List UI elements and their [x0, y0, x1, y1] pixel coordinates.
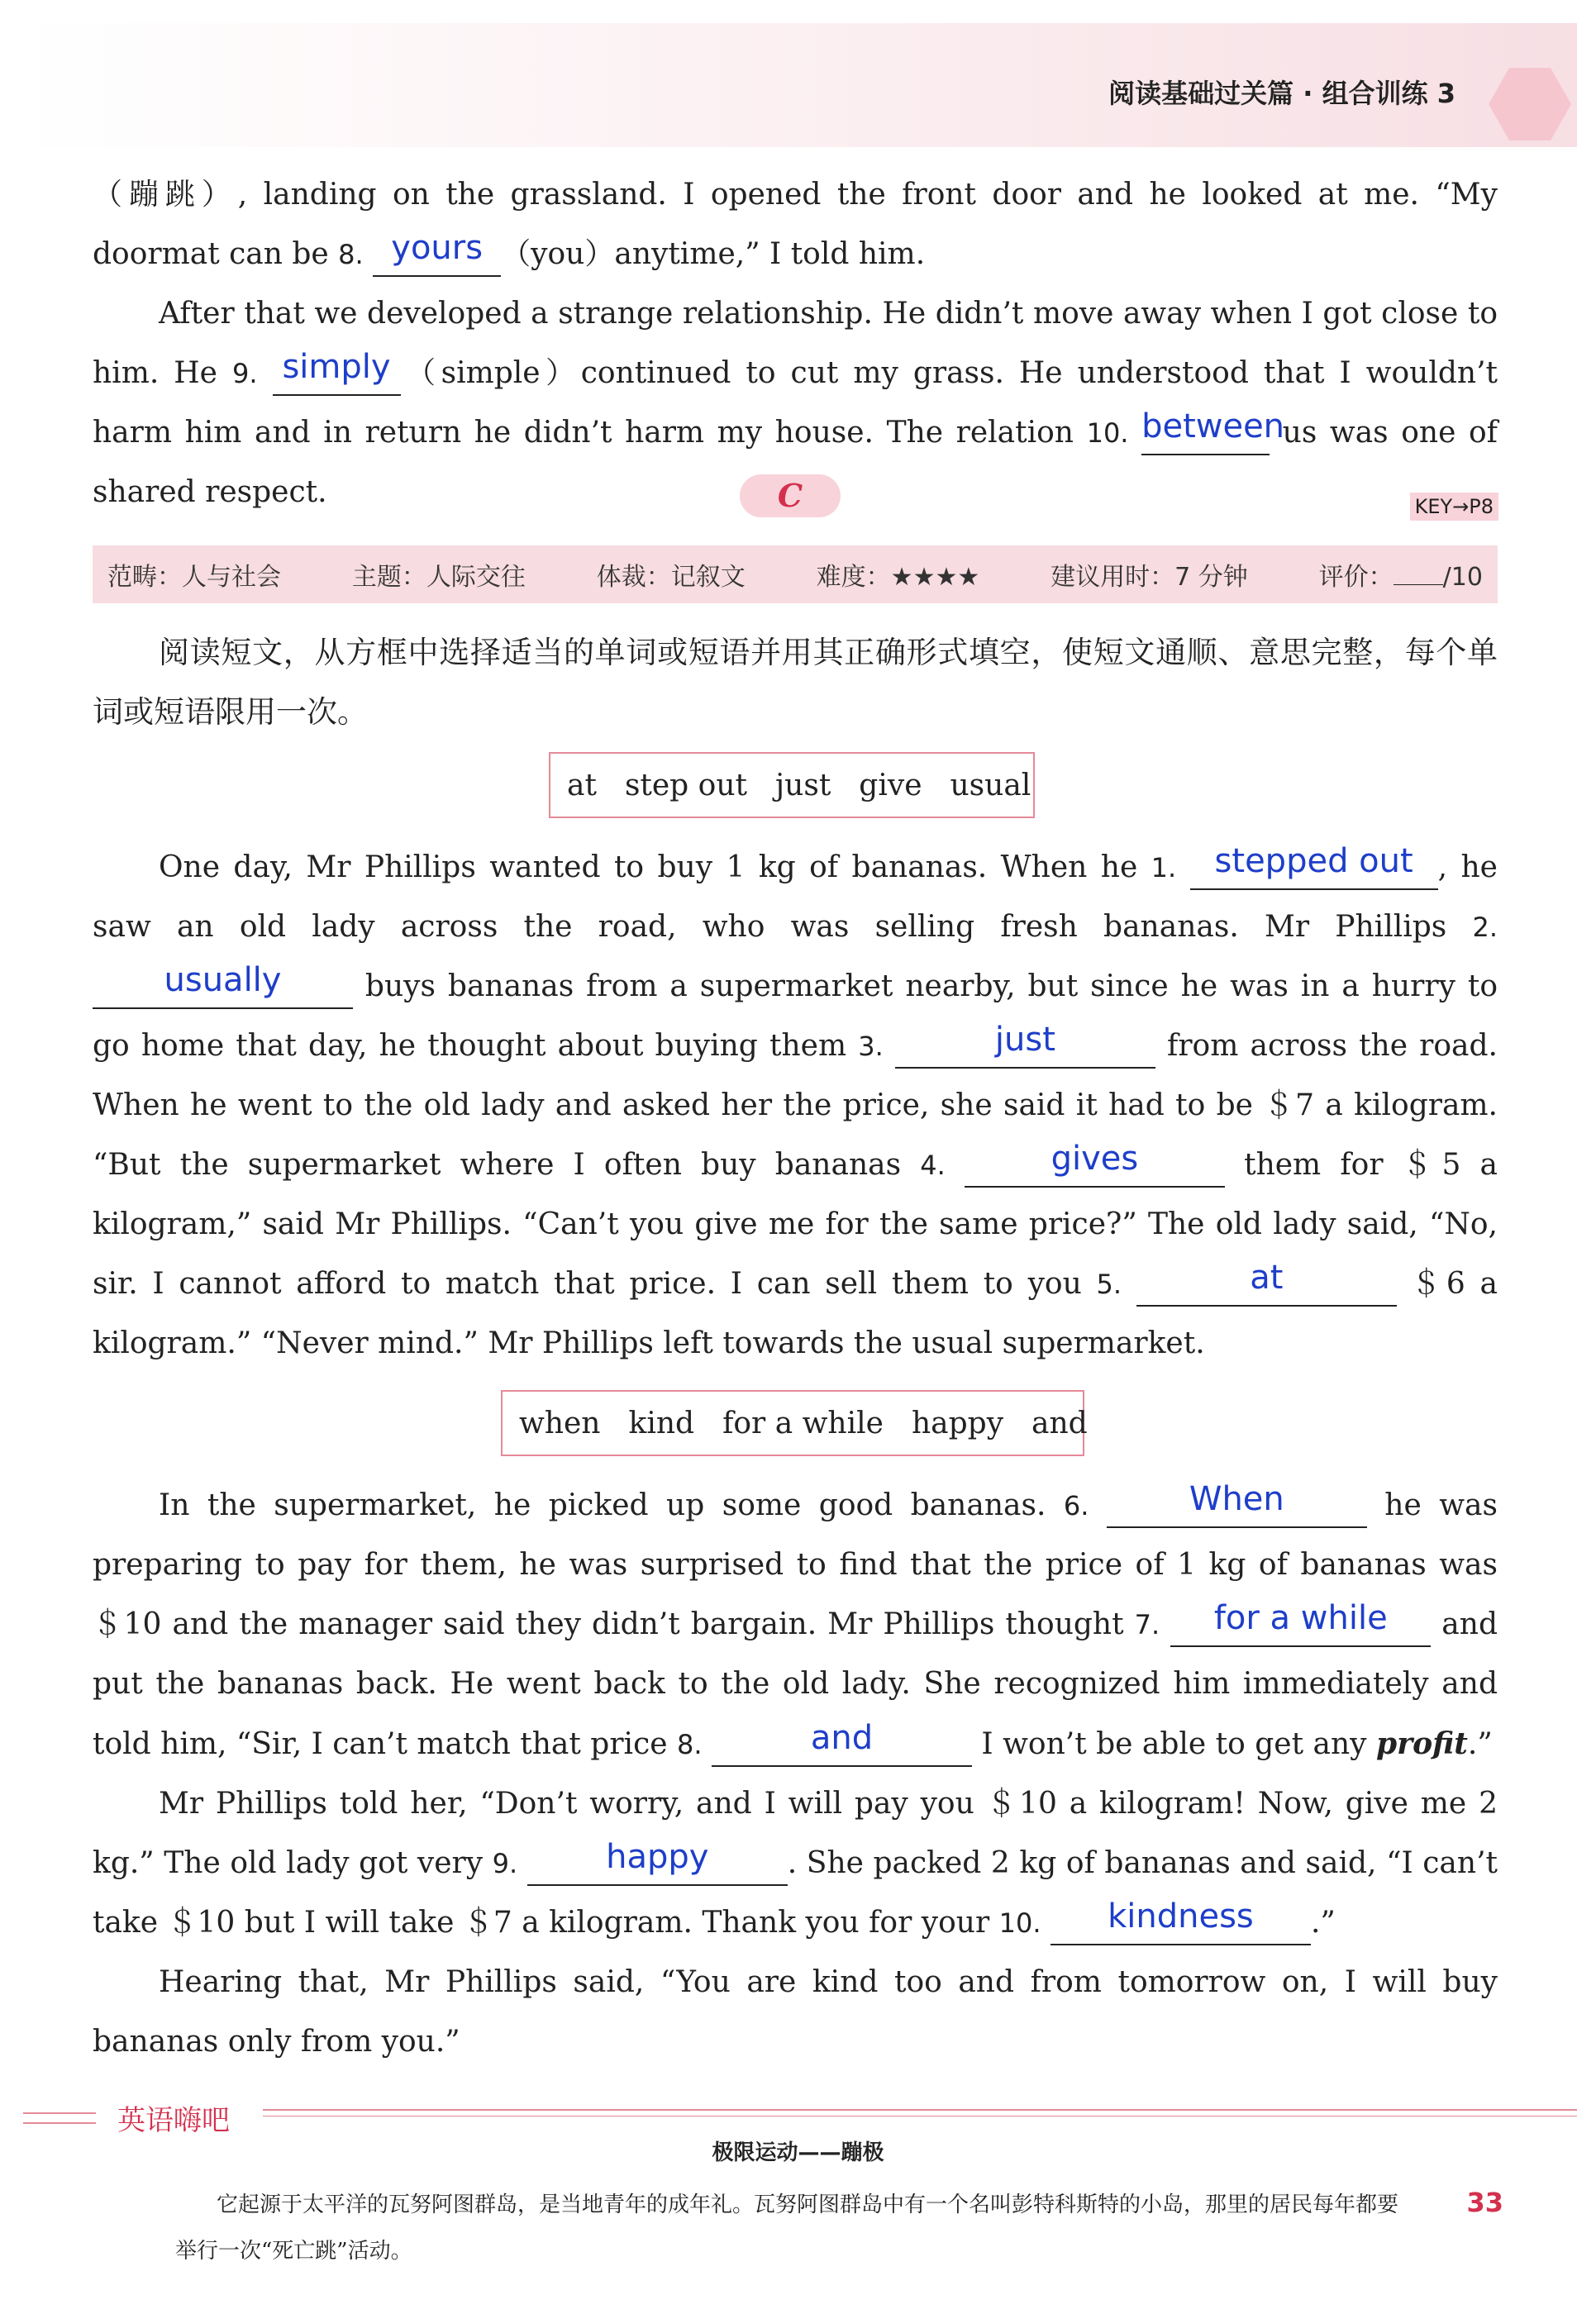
word-option: and [1031, 1406, 1088, 1440]
exercise-info-bar [93, 545, 1498, 603]
text-run: In the supermarket, he picked up some good bananas. [159, 1488, 1064, 1522]
answer-text: stepped out [1214, 842, 1413, 880]
passage-c-part1 [93, 838, 1498, 1374]
word-option: give [859, 768, 922, 802]
text-run: he was preparing to pay for them, he was surprised to find that the price of 1 kg of bananas was ＄10 and the manager said they didn’t bargain. Mr Phillips thought [93, 1488, 1498, 1641]
text-run: us was one of shared respect. [93, 416, 1498, 509]
word-option: step out [624, 768, 747, 802]
passage-b [93, 165, 1498, 522]
text-run: , he saw an old lady across the road, who was selling fresh bananas. Mr Phillips [93, 850, 1498, 944]
info-score [1319, 556, 1483, 593]
word-box-2 [501, 1390, 1088, 1456]
score-total: /10 [1442, 563, 1483, 592]
page-number: 33 [1466, 2187, 1503, 2218]
passage-c-para2 [93, 1476, 1498, 1774]
answer-blank[interactable] [273, 348, 401, 396]
passage-b-para1 [93, 165, 1498, 284]
passage-c-para3 [93, 1774, 1498, 1953]
answer-text: simply [282, 348, 391, 386]
info-time: 建议用时：7 分钟 [1051, 563, 1248, 592]
question-number: 8. [676, 1729, 703, 1760]
footer-section-label: 英语嗨吧 [117, 2104, 230, 2137]
passage-c-para4: Hearing that, Mr Phillips said, “You are kind too and from tomorrow on, I will buy bananas only from you.” [93, 1965, 1498, 2059]
answer-text: yours [391, 229, 484, 267]
answer-text: usually [164, 961, 282, 999]
word-option: kind [628, 1406, 695, 1440]
question-number: 9. [492, 1848, 518, 1879]
footer-divider [263, 2109, 1577, 2111]
instruction-text: 阅读短文，从方框中选择适当的单词或短语并用其正确形式填空，使短文通顺、意思完整，每个单词或短语限用一次。 [93, 635, 1498, 730]
text-run: （蹦跳）, landing on the grassland. I opened the front door and he looked at me. “My doormat can be [93, 178, 1498, 271]
answer-text: When [1189, 1480, 1284, 1518]
text-run: from across the road. When he went to the old lady and asked her the price, she said it had to be ＄7 a kilogram. “But the supermarket where I often buy bananas [93, 1029, 1498, 1182]
answer-text: for a while [1213, 1599, 1388, 1637]
footer-divider [23, 2122, 96, 2124]
question-number: 1. [1151, 852, 1177, 883]
answer-blank[interactable] [712, 1719, 972, 1767]
answer-text: at [1250, 1259, 1284, 1297]
answer-blank[interactable] [93, 961, 353, 1009]
word-box-1 [549, 752, 1035, 818]
footer-title: 极限运动——蹦极 [712, 2140, 884, 2165]
profit-word: profit [1375, 1726, 1468, 1761]
word-option: usual [950, 768, 1031, 802]
answer-blank[interactable] [527, 1838, 788, 1886]
text-run: .” [1467, 1727, 1493, 1761]
answer-blank[interactable] [1107, 1480, 1367, 1528]
answer-text: happy [606, 1838, 709, 1876]
text-run: （simple）continued to cut my grass. He understood that I wouldn’t harm him and in return he didn’t harm my house. The relation [93, 356, 1498, 450]
answer-blank[interactable] [1190, 842, 1438, 890]
text-run: them for ＄5 a kilogram,” said Mr Phillips. “Can’t you give me for the same price?” The old lady said, “No, sir. I cannot afford to match that price. I can sell them to you [93, 1148, 1498, 1301]
text-run: ＄6 a kilogram.” “Never mind.” Mr Phillips left towards the usual supermarket. [93, 1267, 1498, 1360]
answer-text: kindness [1108, 1897, 1254, 1935]
answer-blank[interactable] [895, 1021, 1155, 1069]
answer-blank[interactable] [1170, 1599, 1431, 1647]
text-run: One day, Mr Phillips wanted to buy 1 kg of bananas. When he [159, 850, 1151, 884]
text-run: I won’t be able to get any [971, 1727, 1376, 1761]
question-number: 4. [920, 1150, 946, 1181]
question-number: 2. [1472, 912, 1498, 943]
answer-blank[interactable] [1141, 407, 1285, 455]
word-option: happy [911, 1406, 1004, 1440]
word-option: when [519, 1406, 601, 1440]
text-run: .” [1310, 1906, 1336, 1940]
answer-blank[interactable] [1136, 1259, 1397, 1307]
text-run: Mr Phillips told her, “Don’t worry, and I will pay you ＄10 a kilogram! Now, give me 2 kg.” The old lady got very [93, 1787, 1498, 1880]
text-run: （you）anytime,” I told him. [501, 237, 926, 271]
answer-blank[interactable] [373, 229, 501, 277]
word-option: just [775, 768, 831, 802]
difficulty-label: 难度： [816, 563, 891, 592]
difficulty-stars: ★★★★ [890, 563, 980, 592]
question-number: 7. [1134, 1609, 1160, 1640]
info-category: 范畴：人与社会 [107, 563, 281, 592]
passage-c-part2 [93, 1476, 1498, 2072]
text-run: and put the bananas back. He went back to the old lady. She recognized him immediately and told him, “Sir, I can’t match that price [93, 1607, 1498, 1761]
page-header-title: 阅读基础过关篇 · 组合训练 3 [1108, 78, 1455, 109]
text-run: buys bananas from a supermarket nearby, but since he was in a hurry to go home that day, he thought about buying them [93, 969, 1498, 1063]
footer-divider [23, 2112, 96, 2114]
question-number: 6. [1063, 1490, 1089, 1521]
answer-text: and [810, 1719, 874, 1757]
question-number: 10. [998, 1907, 1041, 1939]
text-run: . She packed 2 kg of bananas and said, “I can’t take ＄10 but I will take ＄7 a kilogram. Thank you for your [93, 1846, 1498, 1940]
info-topic: 主题：人际交往 [351, 563, 526, 592]
answer-text: gives [1051, 1140, 1139, 1178]
answer-blank[interactable] [965, 1140, 1225, 1188]
answer-text: between [1141, 407, 1285, 445]
question-number: 9. [231, 358, 258, 389]
text-run: After that we developed a strange relationship. He didn’t move away when I got close to him. He [93, 297, 1498, 390]
question-number: 8. [338, 239, 364, 270]
section-c-label: C [740, 474, 841, 517]
score-blank[interactable] [1394, 584, 1443, 585]
question-number: 10. [1086, 417, 1129, 449]
score-label: 评价： [1318, 563, 1394, 592]
question-number: 5. [1096, 1269, 1122, 1300]
info-genre: 体裁：记叙文 [596, 563, 746, 592]
answer-blank[interactable] [1051, 1897, 1311, 1945]
info-difficulty [817, 556, 980, 593]
question-number: 3. [858, 1031, 884, 1062]
answer-text: just [994, 1021, 1055, 1059]
word-option: at [567, 768, 597, 802]
footer-text: 它起源于太平洋的瓦努阿图群岛，是当地青年的成年礼。瓦努阿图群岛中有一个名叫彭特科斯特的小岛，那里的居民每年都要举行一次“死亡跳”活动。 [175, 2193, 1399, 2264]
answer-key-reference: KEY→P8 [1410, 493, 1498, 521]
instruction [93, 623, 1498, 742]
passage-c-para1 [93, 838, 1498, 1374]
word-option: for a while [722, 1406, 884, 1440]
